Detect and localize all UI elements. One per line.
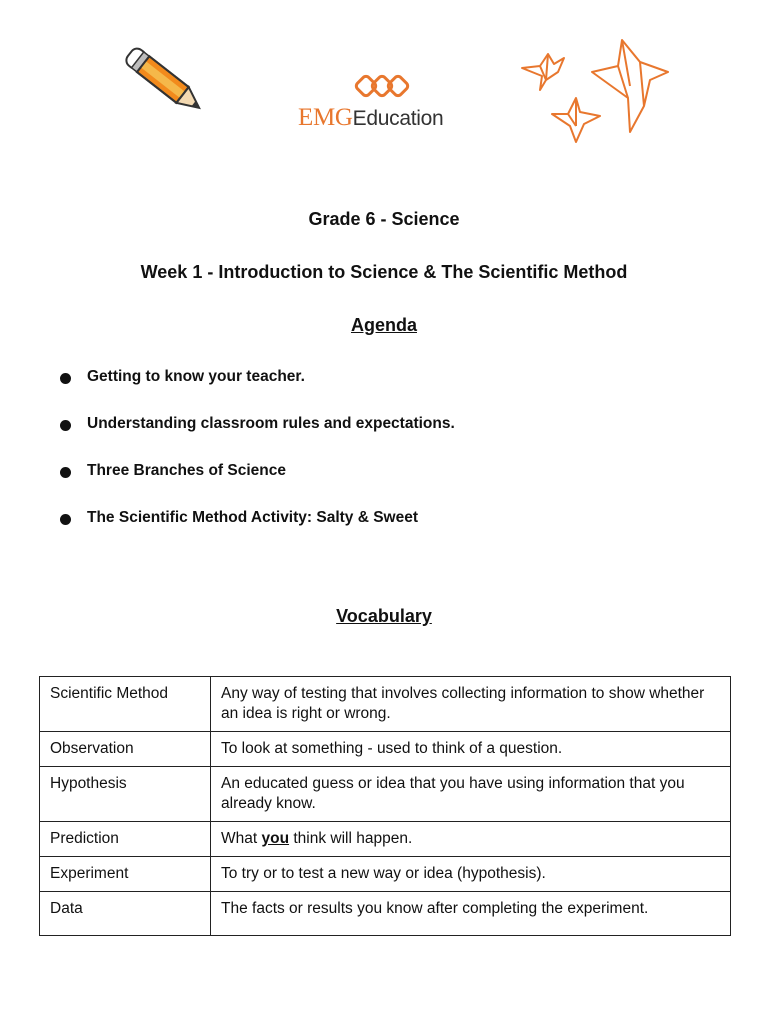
bullet-icon (60, 420, 71, 431)
grade-title: Grade 6 - Science (308, 209, 460, 229)
vocabulary-table (39, 676, 731, 936)
emg-education-logo (298, 72, 468, 132)
logo-wordmark (298, 104, 443, 132)
origami-birds-icon (518, 36, 684, 148)
table-row (40, 677, 731, 732)
bullet-icon (60, 373, 71, 384)
vocab-definition (211, 822, 731, 857)
pencil-icon (118, 40, 214, 124)
bullet-icon (60, 514, 71, 525)
week-title: Week 1 - Introduction to Science & The Scientific Method (140, 262, 628, 282)
agenda-item-text: Getting to know your teacher. (87, 368, 305, 385)
agenda-item-text: Three Branches of Science (87, 462, 286, 479)
agenda-heading: Agenda (350, 315, 417, 335)
vocab-definition: An educated guess or idea that you have using information that you already know. (211, 767, 731, 822)
logo-brand-primary: EMG (298, 104, 353, 131)
vocabulary-heading: Vocabulary (336, 606, 432, 626)
vocab-term: Prediction (40, 822, 211, 857)
table-row (40, 822, 731, 857)
table-row (40, 892, 731, 936)
definition-text-before: What (221, 830, 262, 847)
table-row (40, 732, 731, 767)
definition-text-after: think will happen. (289, 830, 413, 847)
vocab-definition: To look at something - used to think of a question. (211, 732, 731, 767)
vocab-term: Experiment (40, 857, 211, 892)
table-row (40, 857, 731, 892)
vocab-term: Hypothesis (40, 767, 211, 822)
vocab-term: Scientific Method (40, 677, 211, 732)
agenda-item-text: The Scientific Method Activity: Salty & Sweet (87, 509, 419, 526)
definition-emphasis: you (261, 830, 290, 847)
agenda-item-text: Understanding classroom rules and expectations. (87, 415, 455, 432)
logo-chain-icon (354, 72, 410, 100)
vocab-term: Observation (40, 732, 211, 767)
vocab-definition: To try or to test a new way or idea (hypothesis). (211, 857, 731, 892)
table-row (40, 767, 731, 822)
vocab-definition: Any way of testing that involves collecting information to show whether an idea is right or wrong. (211, 677, 731, 732)
vocab-definition: The facts or results you know after completing the experiment. (211, 892, 731, 936)
logo-brand-secondary: Education (352, 107, 444, 130)
bullet-icon (60, 467, 71, 478)
vocab-term: Data (40, 892, 211, 936)
